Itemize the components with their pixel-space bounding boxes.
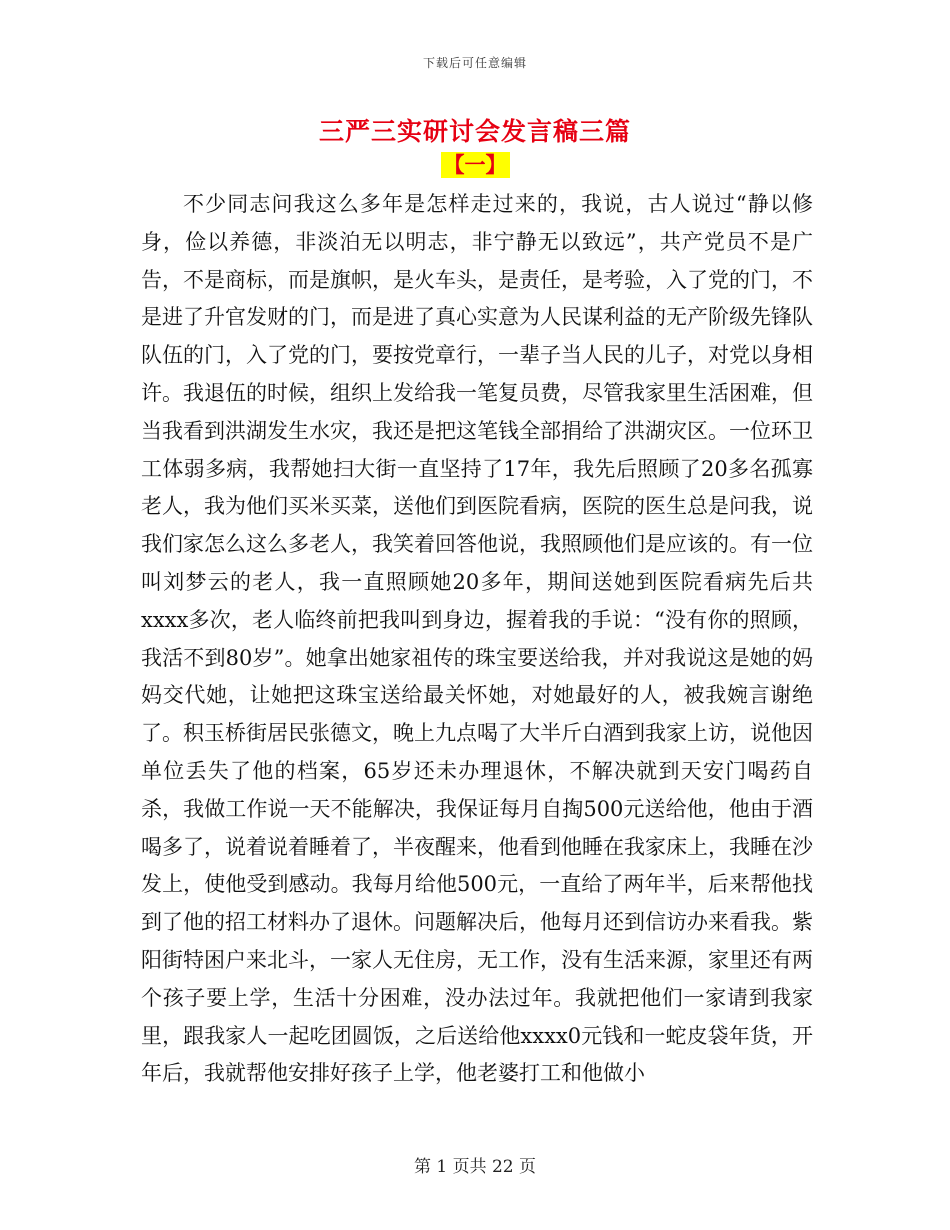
body-paragraph: 不少同志问我这么多年是怎样走过来的，我说，古人说过“静以修身，俭以养德，非淡泊无以明志，非宁静无以致远”，共产党员不是广告，不是商标，而是旗帜，是火车头，是责任，是考验，入了党的门，不是进了升官发财的门，而是进了真心实意为人民谋利益的无产阶级先锋队队伍的门，入了党的门，要按党章行，一辈子当人民的儿子，对党以身相许。我退伍的时候，组织上发给我一笔复员费，尽管我家里生活困难，但当我看到洪湖发生水灾，我还是把这笔钱全部捐给了洪湖灾区。一位环卫工体弱多病，我帮她扫大街一直坚持了17年，我先后照顾了20多名孤寡老人，我为他们买米买菜，送他们到医院看病，医院的医生总是问我，说我们家怎么这么多老人，我笑着回答他说，我照顾他们是应该的。有一位叫刘梦云的老人，我一直照顾她20多年，期间送她到医院看病先后共xxxx多次，老人临终前把我叫到身边，握着我的手说：“没有你的照顾，我活不到80岁”。她拿出她家祖传的珠宝要送给我，并对我说这是她的妈妈交代她，让她把这珠宝送给最关怀她，对她最好的人，被我婉言谢绝了。积玉桥街居民张德文，晚上九点喝了大半斤白酒到我家上访，说他因单位丢失了他的档案，65岁还未办理退休，不解决就到天安门喝药自杀，我做工作说一天不能解决，我保证每月自掏500元送给他，他由于酒喝多了，说着说着睡着了，半夜醒来，他看到他睡在我家床上，我睡在沙发上，使他受到感动。我每月给他500元，一直给了两年半，后来帮他找到了他的招工材料办了退休。问题解决后，他每月还到信访办来看我。紫阳街特困户来北斗，一家人无住房，无工作，没有生活来源，家里还有两个孩子要上学，生活十分困难，没办法过年。我就把他们一家请到我家里，跟我家人一起吃团圆饭，之后送给他xxxx0元钱和一蛇皮袋年货，开年后，我就帮他安排好孩子上学，他老婆打工和他做小 — [141, 192, 813, 1086]
header-note: 下载后可任意编辑 — [422, 56, 527, 70]
section-marker: 【一】 — [441, 152, 510, 178]
section-marker-row — [0, 152, 950, 178]
page-footer: 第 1 页共 22 页 — [413, 1157, 537, 1177]
document-title: 三严三实研讨会发言稿三篇 — [318, 117, 631, 146]
